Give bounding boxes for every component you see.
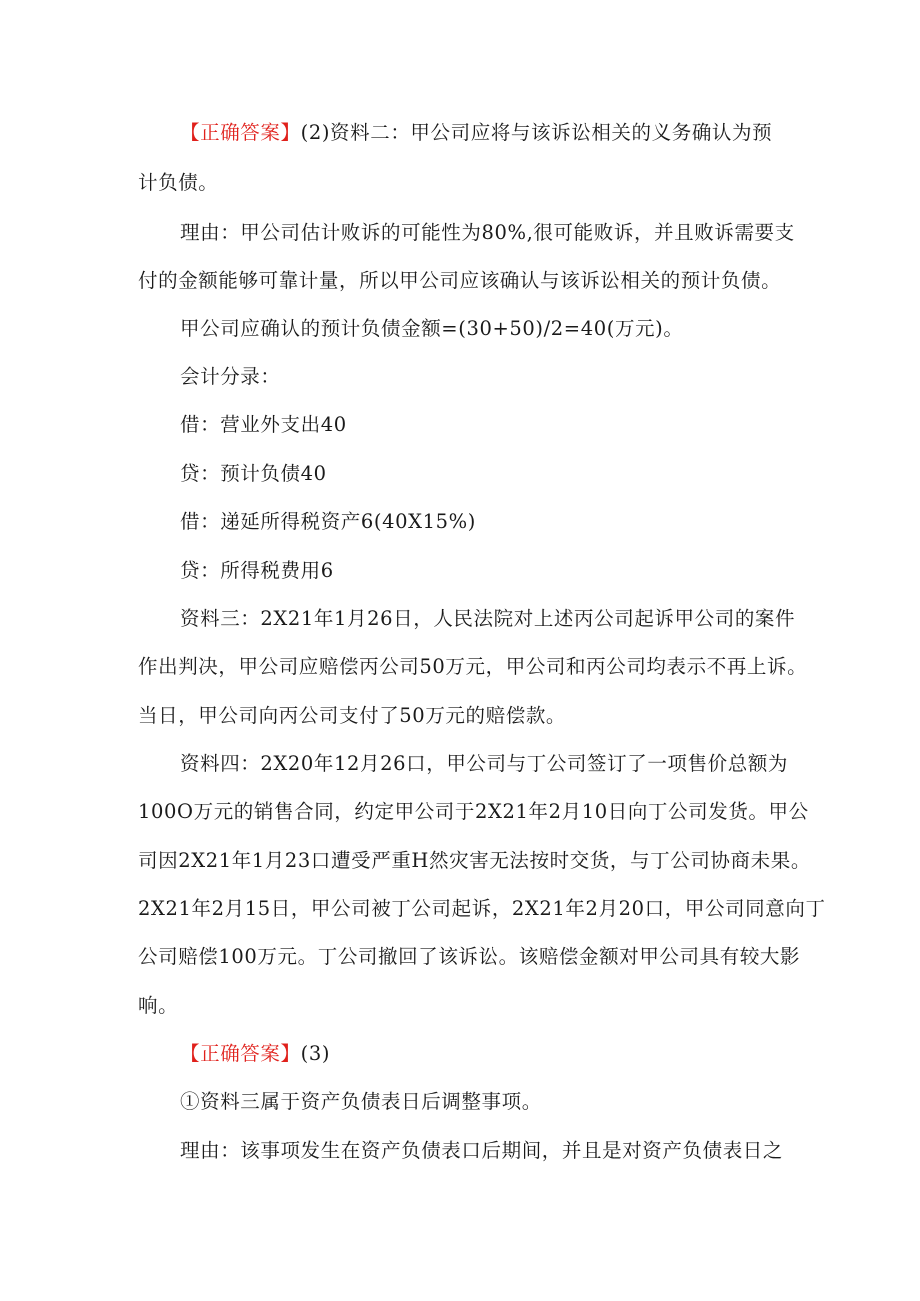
material-four-line-1: 资料四：2X20年12月26口，甲公司与丁公司签订了一项售价总额为 [180,752,789,775]
material-four-line-6: 响。 [138,994,179,1017]
journal-credit-1: 贷：预计负债40 [180,462,327,485]
answer-text: (2)资料二：甲公司应将与该诉讼相关的义务确认为预 [300,121,773,144]
material-three-line-3: 当日，甲公司向丙公司支付了50万元的赔偿款。 [138,704,567,727]
journal-debit-1: 借：营业外支出40 [180,413,347,436]
correct-answer-marker: 【正确答案】 [180,1042,301,1065]
journal-entry-heading: 会计分录： [180,365,281,388]
reason-paragraph-line-1: 理由：甲公司估计败诉的可能性为80%,很可能败诉，并且败诉需要支 [180,221,795,244]
answer-paragraph-3-header [180,1039,330,1069]
provision-amount-line: 甲公司应确认的预计负债金额=(30+50)/2=40(万元)。 [180,317,684,340]
answer-item-1: ①资料三属于资产负债表日后调整事项。 [180,1090,542,1113]
material-three-line-2: 作出判决，甲公司应赔偿丙公司50万元，甲公司和丙公司均表示不再上诉。 [138,655,808,678]
reason-paragraph-line-2: 付的金额能够可靠计量，所以甲公司应该确认与该诉讼相关的预计负债。 [138,269,782,292]
material-four-line-4: 2X21年2月15日，甲公司被丁公司起诉，2X21年2月20口，甲公司同意向丁 [138,897,826,920]
answer-paragraph-2-line-1 [180,118,772,148]
material-four-line-5: 公司赔偿100万元。丁公司撤回了该诉讼。该赔偿金额对甲公司具有较大影 [138,945,801,968]
material-four-line-3: 司因2X21年1月23口遭受严重H然灾害无法按时交货，与丁公司协商未果。 [138,849,811,872]
material-three-line-1: 资料三：2X21年1月26日，人民法院对上述丙公司起诉甲公司的案件 [180,607,796,630]
answer-paragraph-2-line-2: 计负债。 [138,171,219,194]
journal-debit-2: 借：递延所得税资产6(40X15%) [180,510,476,533]
answer-item-1-reason: 理由：该事项发生在资产负债表口后期间，并且是对资产负债表日之 [180,1139,784,1162]
journal-credit-2: 贷：所得税费用6 [180,559,334,582]
answer-number: (3) [300,1042,331,1065]
material-four-line-2: 100O万元的销售合同，约定甲公司于2X21年2月10日向丁公司发货。甲公 [138,800,809,823]
correct-answer-marker: 【正确答案】 [180,121,301,144]
